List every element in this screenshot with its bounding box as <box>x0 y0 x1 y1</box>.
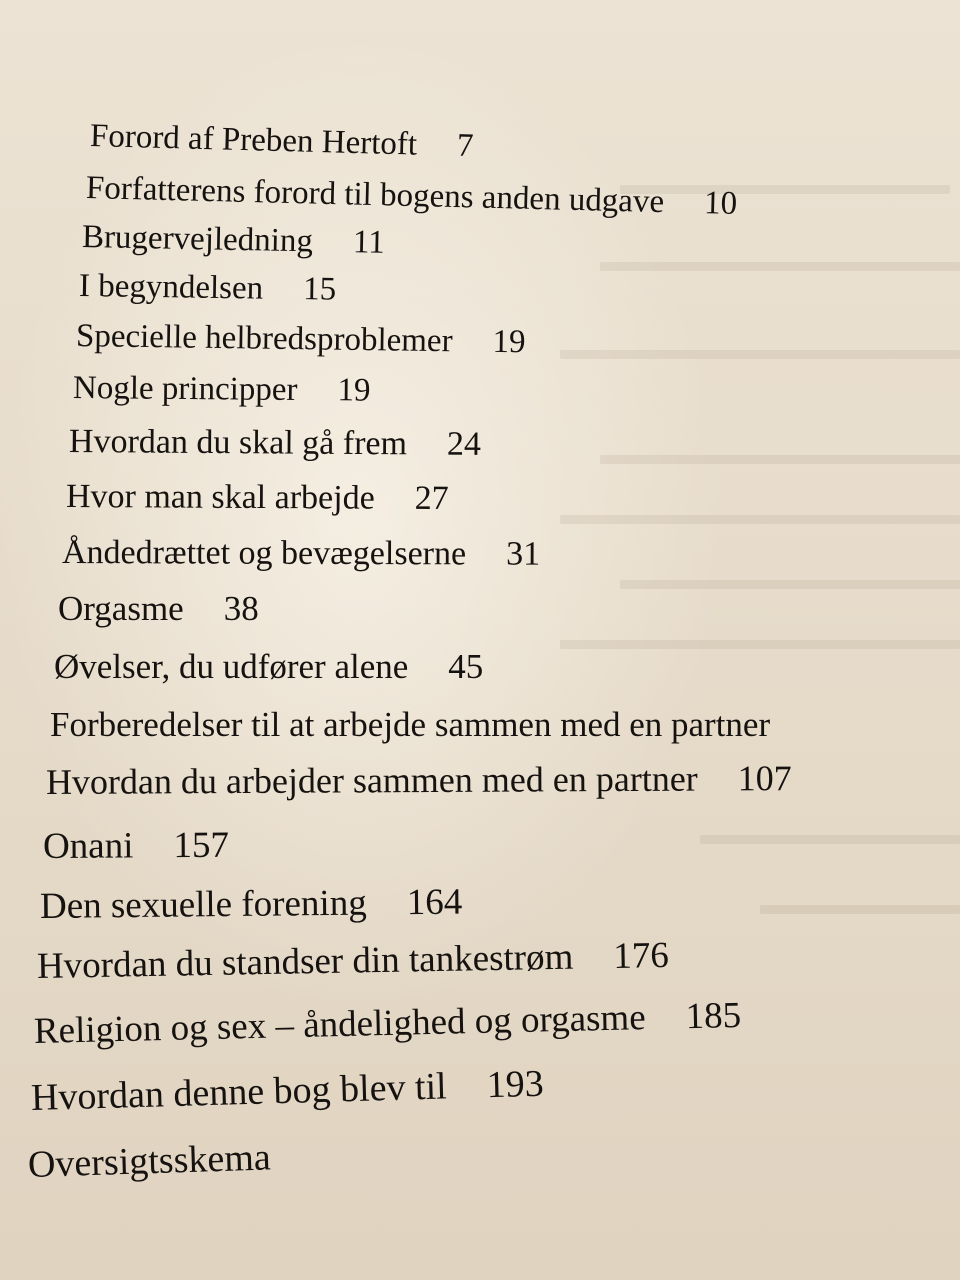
toc-entry-title: Specielle helbredsproblemer <box>75 318 453 360</box>
toc-entry-title: Orgasme <box>58 589 184 628</box>
toc-entry-title: Den sexuelle forening <box>39 882 367 927</box>
toc-entry <box>27 1138 271 1184</box>
toc-entry-page: 157 <box>173 824 230 867</box>
toc-entry <box>86 172 738 221</box>
toc-entry-page: 27 <box>414 479 449 518</box>
toc-entry-title: Hvordan du skal gå frem <box>68 423 408 463</box>
toc-entry <box>90 120 474 163</box>
toc-entry <box>46 760 792 800</box>
toc-entry <box>39 881 463 927</box>
show-through-line <box>620 580 960 589</box>
toc-entry <box>82 221 385 260</box>
toc-entry <box>62 536 540 572</box>
toc-entry-title: Oversigtsskema <box>27 1136 272 1186</box>
show-through-line <box>600 262 960 271</box>
toc-entry-page: 19 <box>492 323 526 361</box>
toc-entry <box>30 1062 545 1119</box>
toc-entry <box>50 707 770 742</box>
show-through-line <box>560 640 960 649</box>
toc-entry-title: Hvor man skal arbejde <box>65 478 375 517</box>
toc-entry-page: 45 <box>448 647 484 686</box>
toc-entry-title: Hvordan du standser din tankestrøm <box>36 936 574 987</box>
show-through-line <box>560 350 960 359</box>
toc-entry-page: 24 <box>446 425 482 463</box>
toc-entry-title: Nogle principper <box>72 370 298 408</box>
toc-entry <box>33 994 742 1052</box>
toc-entry-page: 11 <box>352 224 386 261</box>
toc-entry-title: Forord af Preben Hertoft <box>89 118 418 163</box>
toc-entry-page: 164 <box>406 881 463 924</box>
show-through-line <box>760 905 960 914</box>
toc-entry-page: 107 <box>737 758 792 799</box>
show-through-line <box>600 455 960 464</box>
toc-entry-page: 176 <box>612 934 670 977</box>
show-through-line <box>560 515 960 524</box>
toc-entry-page: 7 <box>456 127 475 165</box>
toc-entry-page: 10 <box>703 185 738 222</box>
toc-entry <box>42 824 230 867</box>
toc-entry-page: 19 <box>337 372 371 409</box>
toc-entry <box>79 270 337 307</box>
toc-entry-title: I begyndelsen <box>78 268 264 307</box>
toc-entry <box>66 480 449 516</box>
toc-entry-title: Religion og sex – åndelighed og orgasme <box>33 997 647 1052</box>
toc-entry-title: Øvelser, du udfører alene <box>54 647 409 686</box>
toc-entry <box>76 320 526 359</box>
toc-entry-page: 31 <box>506 535 541 573</box>
toc-entry-title: Forfatterens forord til bogens anden udgave <box>85 170 665 221</box>
toc-entry <box>69 425 481 462</box>
toc-entry-page: 193 <box>486 1062 545 1107</box>
toc-entry-title: Forberedelser til at arbejde sammen med en partner <box>50 705 771 744</box>
toc-entry-page: 185 <box>685 994 742 1038</box>
toc-entry-page: 15 <box>302 271 337 308</box>
toc-entry <box>58 591 259 626</box>
toc-entry <box>54 649 483 684</box>
toc-entry <box>36 934 670 987</box>
toc-entry-title: Hvordan du arbejder sammen med en partner <box>45 758 698 802</box>
toc-entry-page: 38 <box>223 589 259 628</box>
toc-entry <box>73 372 371 408</box>
toc-entry-title: Hvordan denne bog blev til <box>30 1065 448 1119</box>
toc-entry-title: Onani <box>42 825 134 867</box>
toc-entry-title: Brugervejledning <box>81 219 314 260</box>
show-through-line <box>700 835 960 844</box>
toc-entry-title: Åndedrættet og bevægelserne <box>61 534 467 573</box>
